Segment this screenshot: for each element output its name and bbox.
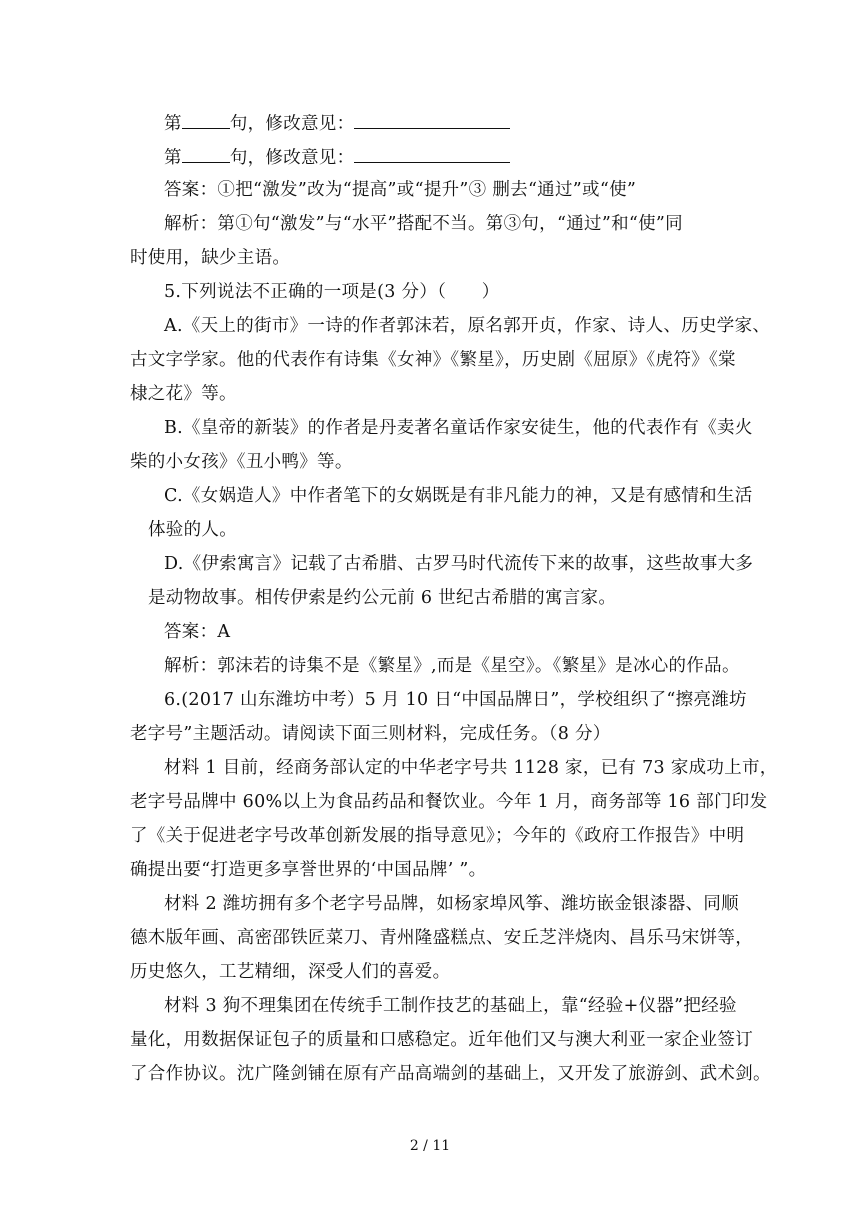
blank-sentence-number[interactable] bbox=[182, 146, 230, 163]
blank-revision[interactable] bbox=[354, 146, 510, 163]
analysis-4-line1: 解析：第①句“激发”与“水平”搭配不当。第③句，“通过”和“使”同 bbox=[164, 214, 683, 234]
material-1-line1: 材料 1 目前，经商务部认定的中华老字号共 1128 家，已有 73 家成功上市， bbox=[164, 758, 778, 778]
material-2-line1: 材料 2 潍坊拥有多个老字号品牌，如杨家埠风筝、潍坊嵌金银漆器、同顺 bbox=[164, 894, 739, 914]
option-c-line1: C.《女娲造人》中作者笔下的女娲既是有非凡能力的神，又是有感情和生活 bbox=[164, 486, 753, 506]
line-prefix: 第 bbox=[164, 114, 182, 134]
line-prefix: 第 bbox=[164, 148, 182, 168]
line-label: 句，修改意见： bbox=[229, 114, 355, 134]
analysis-5: 解析：郭沫若的诗集不是《繁星》,而是《星空》。《繁星》是冰心的作品。 bbox=[164, 656, 740, 676]
material-2-line2: 德木版年画、高密邵铁匠菜刀、青州隆盛糕点、安丘芝泮烧肉、昌乐马宋饼等， bbox=[130, 928, 753, 948]
material-1-line4: 确提出要“打造更多享誉世界的‘中国品牌’ ”。 bbox=[130, 860, 487, 880]
answer-4: 答案：①把“激发”改为“提高”或“提升”③ 删去“通过”或“使” bbox=[164, 180, 637, 200]
line-label: 句，修改意见： bbox=[229, 148, 355, 168]
question-6-line1: 6.(2017 山东潍坊中考）5 月 10 日“中国品牌日”，学校组织了“擦亮潍坊 bbox=[164, 690, 747, 710]
material-2-line3: 历史悠久，工艺精细，深受人们的喜爱。 bbox=[130, 962, 451, 982]
option-d-line1: D.《伊索寓言》记载了古希腊、古罗马时代流传下来的故事，这些故事大多 bbox=[164, 554, 754, 574]
answer-5: 答案：A bbox=[164, 622, 231, 642]
fill-line-1 bbox=[164, 112, 510, 136]
option-d-line2: 是动物故事。相传伊索是约公元前 6 世纪古希腊的寓言家。 bbox=[148, 588, 617, 608]
material-1-line2: 老字号品牌中 60%以上为食品药品和餐饮业。今年 1 月，商务部等 16 部门印发 bbox=[130, 792, 768, 812]
option-a-line2: 古文字学家。他的代表作有诗集《女神》《繁星》，历史剧《屈原》《虎符》《棠 bbox=[130, 350, 736, 370]
blank-revision[interactable] bbox=[354, 112, 510, 129]
option-a-line1: A.《天上的街市》一诗的作者郭沫若，原名郭开贞，作家、诗人、历史学家、 bbox=[164, 316, 771, 336]
option-b-line1: B.《皇帝的新装》的作者是丹麦著名童话作家安徒生，他的代表作有《卖火 bbox=[164, 418, 753, 438]
analysis-4-line2: 时使用，缺少主语。 bbox=[130, 248, 291, 268]
option-a-line3: 棣之花》等。 bbox=[130, 384, 237, 404]
option-b-line2: 柴的小女孩》《丑小鸭》等。 bbox=[130, 452, 353, 472]
question-6-line2: 老字号”主题活动。请阅读下面三则材料，完成任务。（8 分） bbox=[130, 724, 611, 744]
fill-line-2 bbox=[164, 146, 510, 170]
question-5: 5.下列说法不正确的一项是(3 分）（ ） bbox=[164, 282, 500, 302]
option-c-line2: 体验的人。 bbox=[148, 520, 237, 540]
blank-sentence-number[interactable] bbox=[182, 112, 230, 129]
material-3-line1: 材料 3 狗不理集团在传统手工制作技艺的基础上，靠“经验+仪器”把经验 bbox=[164, 996, 737, 1016]
page-number: 2 / 11 bbox=[409, 1138, 451, 1154]
material-3-line2: 量化，用数据保证包子的质量和口感稳定。近年他们又与澳大利亚一家企业签订 bbox=[130, 1030, 753, 1050]
material-3-line3: 了合作协议。沈广隆剑铺在原有产品高端剑的基础上，又开发了旅游剑、武术剑。 bbox=[130, 1064, 771, 1084]
material-1-line3: 了《关于促进老字号改革创新发展的指导意见》；今年的《政府工作报告》中明 bbox=[130, 826, 745, 846]
